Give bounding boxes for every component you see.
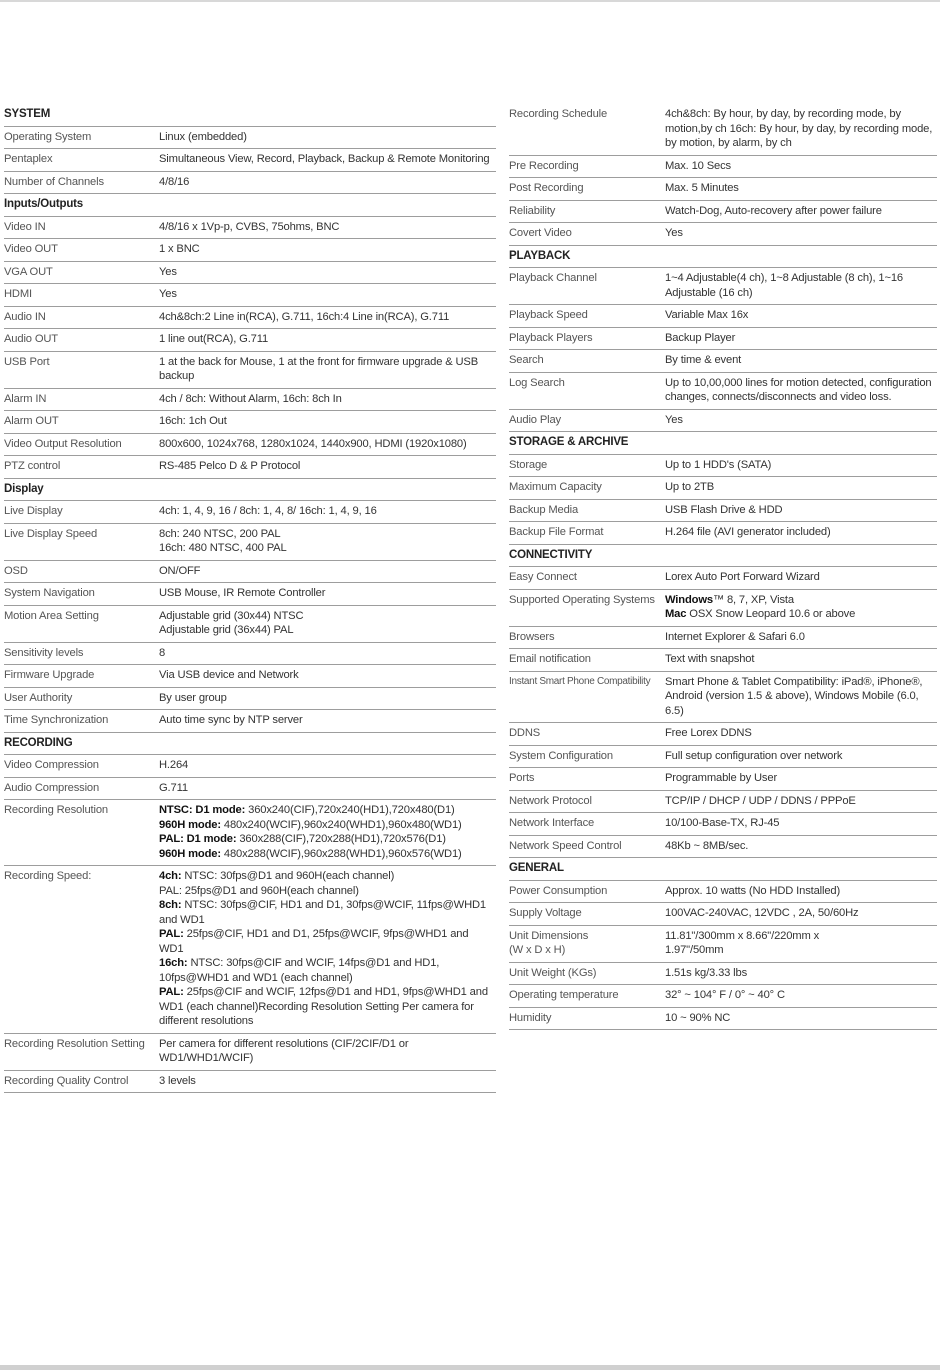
spec-value: Free Lorex DDNS [665, 727, 752, 739]
speed-values: NTSC: 30fps@D1 and 960H(each channel) [181, 870, 395, 882]
system-rows [4, 127, 496, 195]
speed-channel: PAL: [159, 986, 184, 998]
speed-channel: 16ch: [159, 957, 188, 969]
speed-line [159, 985, 494, 1029]
spec-row [509, 223, 937, 246]
spec-label: Video Compression [4, 759, 99, 771]
speed-values: 25fps@CIF, HD1 and D1, 25fps@WCIF, 9fps@WHD1 and WD1 [159, 928, 469, 955]
spec-value: 4/8/16 x 1Vp-p, CVBS, 75ohms, BNC [159, 220, 340, 233]
spec-label: OSD [4, 564, 28, 577]
spec-row [4, 643, 496, 666]
spec-label: Motion Area Setting [4, 609, 99, 622]
os-name: Windows [665, 593, 713, 606]
spec-row [509, 373, 937, 410]
spec-value: 8ch: 240 NTSC, 200 PAL 16ch: 480 NTSC, 400 PAL [159, 527, 287, 554]
resolution-values: 360x288(CIF),720x288(HD1),720x576(D1) [236, 833, 446, 845]
spec-value: Yes [159, 265, 177, 278]
spec-label: Operating System [4, 130, 92, 143]
spec-label: User Authority [4, 691, 73, 704]
spec-value: 10/100-Base-TX, RJ-45 [665, 817, 780, 829]
spec-label: Supported Operating Systems [509, 593, 655, 606]
spec-label: Reliability [509, 204, 556, 217]
spec-row [509, 1008, 937, 1031]
spec-label: Audio OUT [4, 333, 58, 345]
spec-label: Power Consumption [509, 884, 608, 897]
resolution-values: 480x240(WCIF),960x240(WHD1),960x480(WD1) [220, 818, 462, 831]
spec-row [4, 583, 496, 606]
spec-value: RS-485 Pelco D & P Protocol [159, 460, 301, 472]
spec-label: Ports [509, 772, 535, 784]
spec-label: Recording Resolution [4, 804, 108, 816]
spec-row [4, 262, 496, 285]
spec-label: Pentaplex [4, 153, 53, 165]
speed-channel: PAL: [159, 928, 184, 940]
spec-label: Instant Smart Phone Compatibility [509, 675, 651, 687]
spec-label: Storage [509, 458, 548, 471]
spec-value: 8 [159, 646, 166, 659]
spec-row [4, 688, 496, 711]
spec-label: Live Display Speed [4, 527, 98, 540]
resolution-mode: PAL: D1 mode: [159, 833, 237, 845]
spec-label: Easy Connect [509, 571, 577, 583]
spec-label: Playback Players [509, 331, 593, 344]
spec-row [4, 561, 496, 584]
spec-label: Number of Channels [4, 175, 104, 188]
spec-label: Search [509, 354, 544, 366]
spec-row [509, 410, 937, 433]
spec-label: Sensitivity levels [4, 646, 84, 659]
spec-label: Covert Video [509, 227, 572, 239]
left-spec-column [4, 104, 496, 1093]
spec-label: Network Speed Control [509, 839, 622, 852]
spec-row [4, 284, 496, 307]
spec-value: 10 ~ 90% NC [665, 1011, 731, 1024]
spec-value [665, 593, 937, 622]
spec-label: Playback Channel [509, 272, 597, 284]
spec-value: 3 levels [159, 1074, 196, 1087]
spec-row [4, 456, 496, 479]
spec-row [4, 501, 496, 524]
spec-row [4, 329, 496, 352]
spec-value: Via USB device and Network [159, 669, 299, 681]
spec-row [509, 791, 937, 814]
spec-label: DDNS [509, 727, 541, 739]
spec-row [509, 567, 937, 590]
spec-label: Post Recording [509, 182, 584, 194]
spec-value: Auto time sync by NTP server [159, 714, 303, 726]
resolution-values: 480x288(WCIF),960x288(WHD1),960x576(WD1) [220, 847, 462, 860]
display-rows [4, 501, 496, 733]
spec-value: 48Kb ~ 8MB/sec. [665, 839, 749, 852]
os-line-mac [665, 607, 935, 622]
spec-value: 4/8/16 [159, 175, 190, 188]
resolution-values: 360x240(CIF),720x240(HD1),720x480(D1) [245, 804, 455, 816]
spec-label: Backup File Format [509, 526, 604, 538]
spec-value [159, 869, 496, 1029]
spec-value: H.264 [159, 759, 189, 771]
spec-row [509, 746, 937, 769]
spec-row [4, 434, 496, 457]
spec-row [509, 328, 937, 351]
spec-row [509, 178, 937, 201]
spec-value: 1 x BNC [159, 243, 200, 255]
spec-label: Recording Resolution Setting [4, 1037, 145, 1050]
spec-row [509, 156, 937, 179]
spec-row [509, 926, 937, 963]
spec-label: Network Interface [509, 817, 595, 829]
spec-value: Up to 1 HDD's (SATA) [665, 458, 772, 471]
spec-label: Firmware Upgrade [4, 669, 95, 681]
spec-value: Text with snapshot [665, 653, 755, 665]
spec-value: USB Flash Drive & HDD [665, 503, 783, 516]
spec-label: Audio IN [4, 310, 46, 323]
section-heading-playback: PLAYBACK [509, 246, 937, 269]
spec-value: 1.51s kg/3.33 lbs [665, 966, 748, 979]
spec-value: Up to 10,00,000 lines for motion detected, configuration changes, connects/disconnects and video loss. [665, 376, 932, 403]
spec-label: Audio Play [509, 413, 561, 426]
spec-row [509, 963, 937, 986]
speed-channel: 8ch: [159, 899, 182, 911]
spec-label: Live Display [4, 505, 63, 517]
spec-label: HDMI [4, 288, 32, 300]
connectivity-rows [509, 567, 937, 858]
spec-value: 4ch / 8ch: Without Alarm, 16ch: 8ch In [159, 392, 342, 405]
storage-rows [509, 455, 937, 545]
spec-value: Max. 5 Minutes [665, 182, 739, 194]
spec-row [4, 1034, 496, 1071]
spec-value: Lorex Auto Port Forward Wizard [665, 571, 820, 583]
spec-value: Linux (embedded) [159, 130, 247, 143]
speed-line [159, 869, 494, 884]
spec-row [4, 389, 496, 412]
spec-value: Full setup configuration over network [665, 749, 843, 762]
spec-row [4, 665, 496, 688]
spec-label: Email notification [509, 653, 591, 665]
spec-value: 800x600, 1024x768, 1280x1024, 1440x900, HDMI (1920x1080) [159, 437, 467, 450]
speed-values: NTSC: 30fps@CIF, HD1 and D1, 30fps@WCIF, 11fps@WHD1 and WD1 [159, 899, 487, 926]
spec-row [509, 201, 937, 224]
section-heading-connectivity: CONNECTIVITY [509, 545, 937, 568]
spec-value: 100VAC-240VAC, 12VDC , 2A, 50/60Hz [665, 907, 859, 919]
spec-label: Recording Schedule [509, 108, 608, 120]
spec-label: Video IN [4, 220, 46, 233]
recording-rows [4, 755, 496, 1093]
io-rows [4, 217, 496, 479]
spec-row [4, 524, 496, 561]
spec-value: Adjustable grid (30x44) NTSC Adjustable grid (36x44) PAL [159, 609, 304, 636]
spec-row-supported-os [509, 590, 937, 627]
spec-label: Alarm OUT [4, 415, 59, 427]
bottom-rule [0, 1365, 940, 1370]
spec-row [509, 672, 937, 724]
spec-value: 4ch: 1, 4, 9, 16 / 8ch: 1, 4, 8/ 16ch: 1, 4, 9, 16 [159, 505, 377, 517]
spec-row [509, 268, 937, 305]
spec-row [509, 305, 937, 328]
spec-value: 16ch: 1ch Out [159, 415, 227, 427]
spec-row [509, 522, 937, 545]
spec-value: ON/OFF [159, 564, 201, 577]
general-rows [509, 881, 937, 1031]
spec-row [4, 127, 496, 150]
spec-row [509, 813, 937, 836]
spec-label: Operating temperature [509, 989, 619, 1001]
spec-label: Backup Media [509, 503, 579, 516]
spec-value: 4ch&8ch:2 Line in(RCA), G.711, 16ch:4 Line in(RCA), G.711 [159, 310, 450, 323]
recording-rows-continued [509, 104, 937, 246]
spec-value: USB Mouse, IR Remote Controller [159, 587, 326, 599]
resolution-mode: 960H mode: [159, 847, 221, 860]
spec-value: Max. 10 Secs [665, 159, 731, 172]
spec-value: 32° ~ 104° F / 0° ~ 40° C [665, 989, 785, 1001]
spec-label: Playback Speed [509, 309, 588, 321]
spec-row [4, 755, 496, 778]
resolution-line [159, 803, 494, 818]
spec-value: Internet Explorer & Safari 6.0 [665, 630, 805, 643]
spec-row [509, 477, 937, 500]
spec-value: Smart Phone & Tablet Compatibility: iPad®, iPhone®, Android (version 1.5 & above), Windows Mobile (6.0, 6.5) [665, 675, 923, 717]
spec-row [4, 778, 496, 801]
spec-row [509, 104, 937, 156]
playback-rows [509, 268, 937, 432]
resolution-line [159, 832, 494, 847]
spec-label: Pre Recording [509, 159, 579, 172]
spec-value: Yes [665, 227, 683, 239]
spec-value: Yes [159, 288, 177, 300]
spec-row [509, 627, 937, 650]
resolution-mode: 960H mode: [159, 818, 221, 831]
spec-label: Audio Compression [4, 781, 100, 794]
spec-row [509, 881, 937, 904]
section-heading-recording: RECORDING [4, 733, 496, 756]
spec-row [4, 307, 496, 330]
right-spec-column [509, 104, 937, 1030]
spec-row [509, 350, 937, 373]
spec-value: TCP/IP / DHCP / UDP / DDNS / PPPoE [665, 794, 856, 807]
spec-value: Programmable by User [665, 772, 778, 784]
spec-value: 1~4 Adjustable(4 ch), 1~8 Adjustable (8 ch), 1~16 Adjustable (16 ch) [665, 272, 904, 299]
spec-label: Recording Speed: [4, 870, 92, 882]
speed-line [159, 927, 494, 956]
spec-label: Browsers [509, 630, 555, 643]
spec-value: 1 line out(RCA), G.711 [159, 333, 269, 345]
spec-label: PTZ control [4, 460, 61, 472]
speed-values: PAL: 25fps@D1 and 960H(each channel) [159, 884, 359, 897]
speed-line [159, 956, 494, 985]
spec-row [509, 455, 937, 478]
section-heading-inputs-outputs: Inputs/Outputs [4, 194, 496, 217]
speed-values: NTSC: 30fps@CIF and WCIF, 14fps@D1 and HD1, 10fps@WHD1 and WD1 (each channel) [159, 957, 440, 984]
resolution-line [159, 847, 494, 862]
spec-value: Backup Player [665, 331, 736, 344]
spec-value: Watch-Dog, Auto-recovery after power failure [665, 204, 882, 217]
spec-value: Up to 2TB [665, 481, 715, 493]
spec-row [4, 352, 496, 389]
top-rule [0, 0, 940, 2]
spec-label: VGA OUT [4, 265, 53, 278]
spec-row [509, 723, 937, 746]
spec-label: Alarm IN [4, 392, 47, 405]
resolution-mode: NTSC: D1 mode: [159, 804, 246, 816]
spec-value: G.711 [159, 781, 188, 794]
spec-row [4, 149, 496, 172]
spec-value: H.264 file (AVI generator included) [665, 526, 831, 538]
section-heading-display: Display [4, 479, 496, 502]
os-versions: OSX Snow Leopard 10.6 or above [686, 608, 856, 620]
spec-label: Time Synchronization [4, 714, 109, 726]
spec-row-recording-speed [4, 866, 496, 1034]
spec-label: Recording Quality Control [4, 1074, 129, 1087]
spec-label: Supply Voltage [509, 907, 582, 919]
spec-label: Maximum Capacity [509, 481, 602, 493]
spec-row [4, 239, 496, 262]
spec-value: Yes [665, 413, 683, 426]
os-line-windows [665, 593, 935, 608]
spec-row [4, 411, 496, 434]
spec-label: Unit Dimensions (W x D x H) [509, 929, 589, 956]
spec-row [509, 985, 937, 1008]
spec-row [4, 606, 496, 643]
os-versions: ™ 8, 7, XP, Vista [712, 593, 794, 606]
spec-row [4, 710, 496, 733]
spec-label: Video Output Resolution [4, 437, 122, 450]
spec-row-recording-resolution [4, 800, 496, 866]
spec-value: Approx. 10 watts (No HDD Installed) [665, 884, 841, 897]
spec-value: Variable Max 16x [665, 309, 749, 321]
spec-label: System Configuration [509, 749, 613, 762]
speed-values: 25fps@CIF and WCIF, 12fps@D1 and HD1, 9fps@WHD1 and WD1 (each channel)Recording Resolution Setting Per camera for different resolutions [159, 986, 488, 1027]
speed-line [159, 898, 494, 927]
resolution-line [159, 818, 494, 833]
speed-line [159, 884, 494, 899]
section-heading-system: SYSTEM [4, 104, 496, 127]
spec-label: Humidity [509, 1011, 552, 1024]
spec-value: By user group [159, 691, 227, 704]
spec-row [509, 649, 937, 672]
spec-row [509, 836, 937, 859]
spec-value: Per camera for different resolutions (CIF/2CIF/D1 or WD1/WHD1/WCIF) [159, 1037, 409, 1064]
spec-value: 1 at the back for Mouse, 1 at the front for firmware upgrade & USB backup [159, 355, 479, 382]
spec-value: Simultaneous View, Record, Playback, Backup & Remote Monitoring [159, 153, 490, 165]
spec-row [509, 500, 937, 523]
spec-value: 11.81"/300mm x 8.66"/220mm x 1.97"/50mm [665, 929, 820, 956]
section-heading-storage: STORAGE & ARCHIVE [509, 432, 937, 455]
spec-row [509, 768, 937, 791]
spec-row [4, 1071, 496, 1094]
spec-label: Unit Weight (KGs) [509, 966, 597, 979]
spec-label: Network Protocol [509, 794, 592, 807]
spec-row [4, 217, 496, 240]
spec-label: USB Port [4, 355, 50, 368]
spec-row [4, 172, 496, 195]
speed-channel: 4ch: [159, 870, 182, 882]
spec-value [159, 803, 496, 861]
os-name: Mac [665, 608, 687, 620]
spec-label: Video OUT [4, 243, 58, 255]
spec-label: System Navigation [4, 587, 95, 599]
spec-row [509, 903, 937, 926]
section-heading-general: GENERAL [509, 858, 937, 881]
spec-value: By time & event [665, 354, 742, 366]
spec-label: Log Search [509, 376, 565, 389]
spec-value: 4ch&8ch: By hour, by day, by recording mode, by motion,by ch 16ch: By hour, by day, by recording mode, by motion, by alarm, by ch [665, 108, 933, 149]
